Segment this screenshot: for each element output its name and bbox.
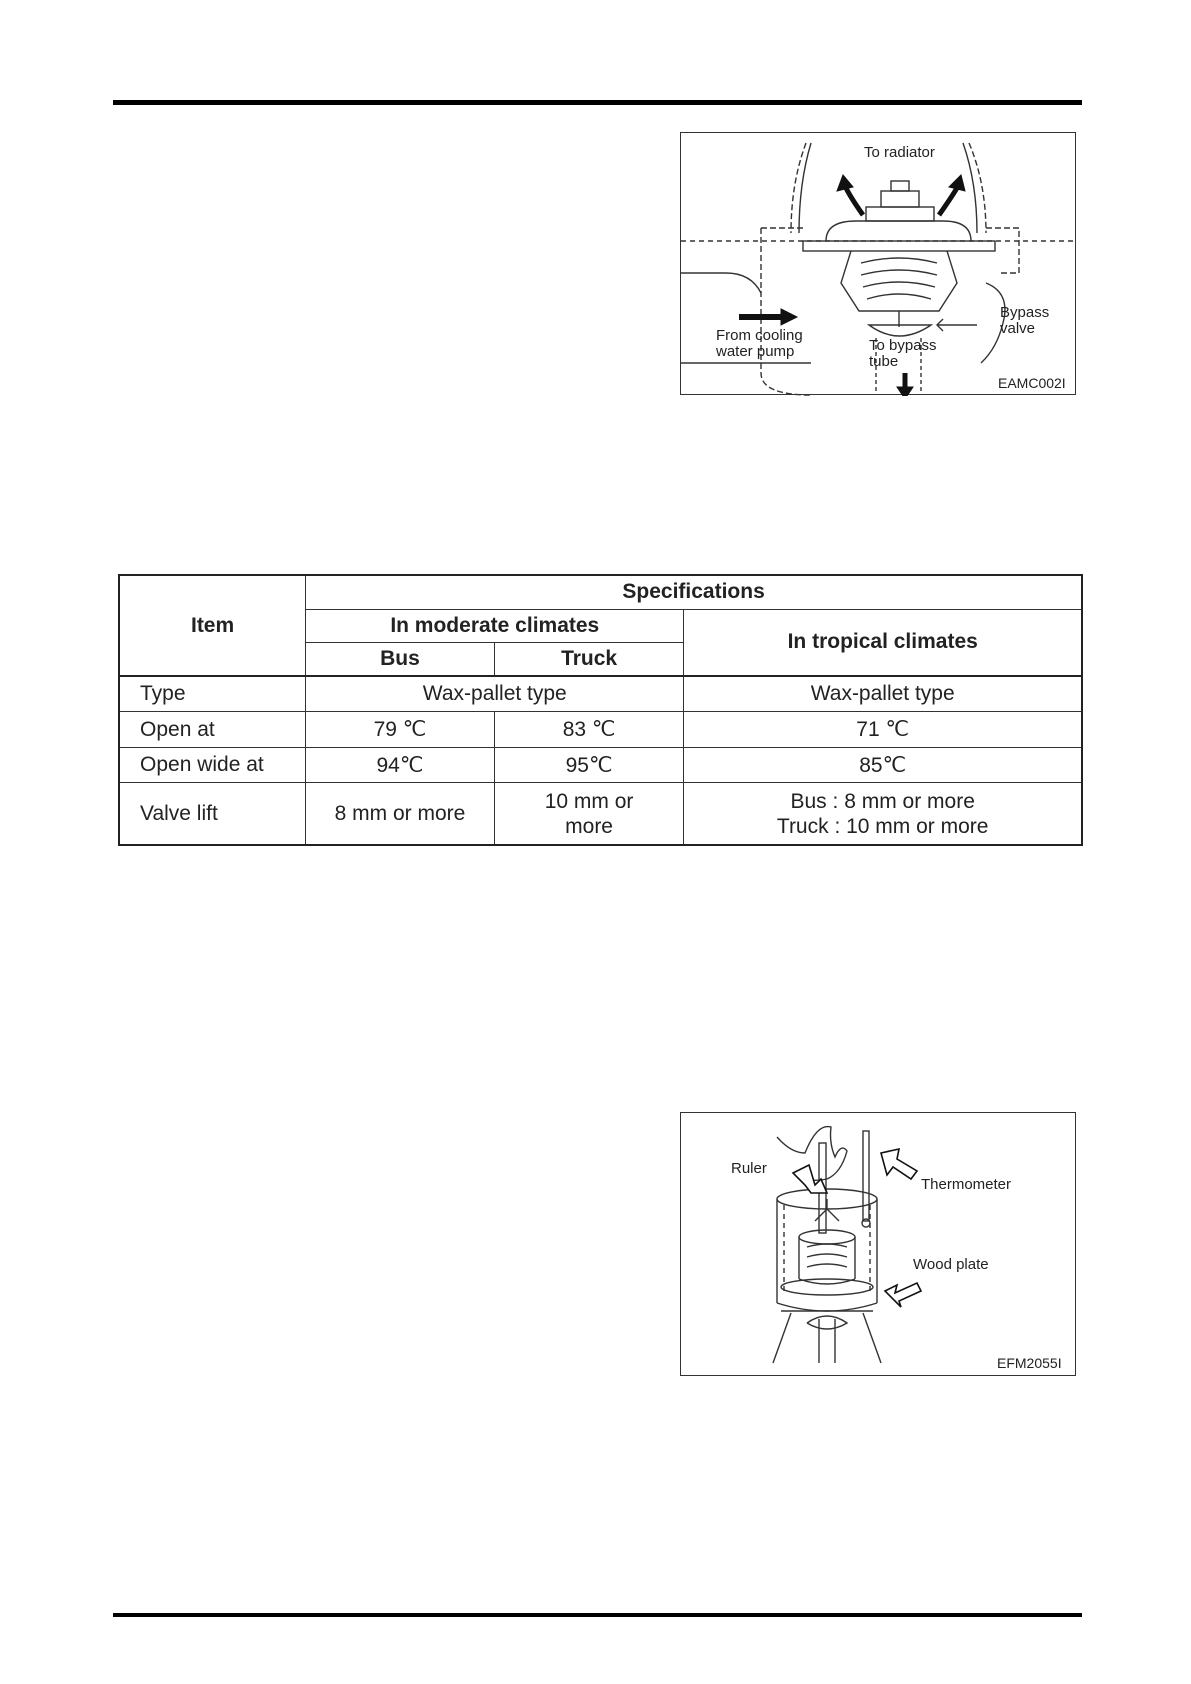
to-bypass-label-line1: To bypass: [869, 337, 937, 354]
wood-plate-label: Wood plate: [913, 1256, 989, 1273]
thermostat-diagram: [680, 132, 1076, 395]
table-row: [119, 783, 1082, 845]
from-pump-label-line1: From cooling: [716, 327, 803, 344]
header-rule: [113, 100, 1082, 105]
tropical-value-line2: Truck : 10 mm or more: [776, 814, 989, 838]
bus-value: 94℃: [306, 748, 495, 783]
specifications-table: [118, 574, 1083, 846]
row-item: Valve lift: [119, 783, 306, 845]
truck-value-line2: more: [565, 814, 613, 838]
from-pump-label: [716, 328, 803, 360]
truck-header: Truck: [494, 642, 684, 676]
thermometer-label: Thermometer: [921, 1176, 1012, 1193]
item-header: Item: [119, 575, 306, 676]
to-radiator-label: To radiator: [864, 144, 935, 161]
truck-value: [494, 783, 684, 845]
table-row: [119, 748, 1082, 783]
ruler-label: Ruler: [731, 1160, 767, 1177]
truck-value: 83 ℃: [494, 711, 684, 747]
tropical-value: [684, 783, 1082, 845]
specifications-header: Specifications: [306, 575, 1082, 609]
table-row: [119, 676, 1082, 711]
footer-rule: [113, 1613, 1082, 1617]
tropical-climates-header: In tropical climates: [684, 609, 1082, 676]
row-item: Open at: [119, 711, 306, 747]
to-bypass-label-line2: tube: [869, 353, 899, 370]
tropical-value-line1: Bus : 8 mm or more: [790, 789, 975, 813]
moderate-value: Wax-pallet type: [306, 676, 684, 711]
bus-value: 79 ℃: [306, 711, 495, 747]
tropical-value: 85℃: [684, 748, 1082, 783]
bypass-valve-label: [1000, 305, 1049, 337]
row-item: Type: [119, 676, 306, 711]
truck-value-line1: 10 mm or: [544, 789, 634, 813]
moderate-climates-header: In moderate climates: [306, 609, 684, 642]
valve-lift-test-diagram: [680, 1112, 1076, 1376]
to-bypass-label: [869, 338, 937, 370]
tropical-value: Wax-pallet type: [684, 676, 1082, 711]
table-row: [119, 711, 1082, 747]
bypass-valve-label-line1: Bypass: [1000, 304, 1050, 321]
tropical-value: 71 ℃: [684, 711, 1082, 747]
figure2-code: EFM2055I: [997, 1355, 1062, 1371]
truck-value: 95℃: [494, 748, 684, 783]
bus-header: Bus: [306, 642, 495, 676]
bus-value: 8 mm or more: [306, 783, 495, 845]
from-pump-label-line2: water pump: [716, 343, 795, 360]
figure1-code: EAMC002I: [998, 375, 1066, 391]
row-item: Open wide at: [119, 748, 306, 783]
valve-lift-test-drawing: [681, 1113, 1077, 1377]
bypass-valve-label-line2: valve: [1000, 320, 1036, 337]
